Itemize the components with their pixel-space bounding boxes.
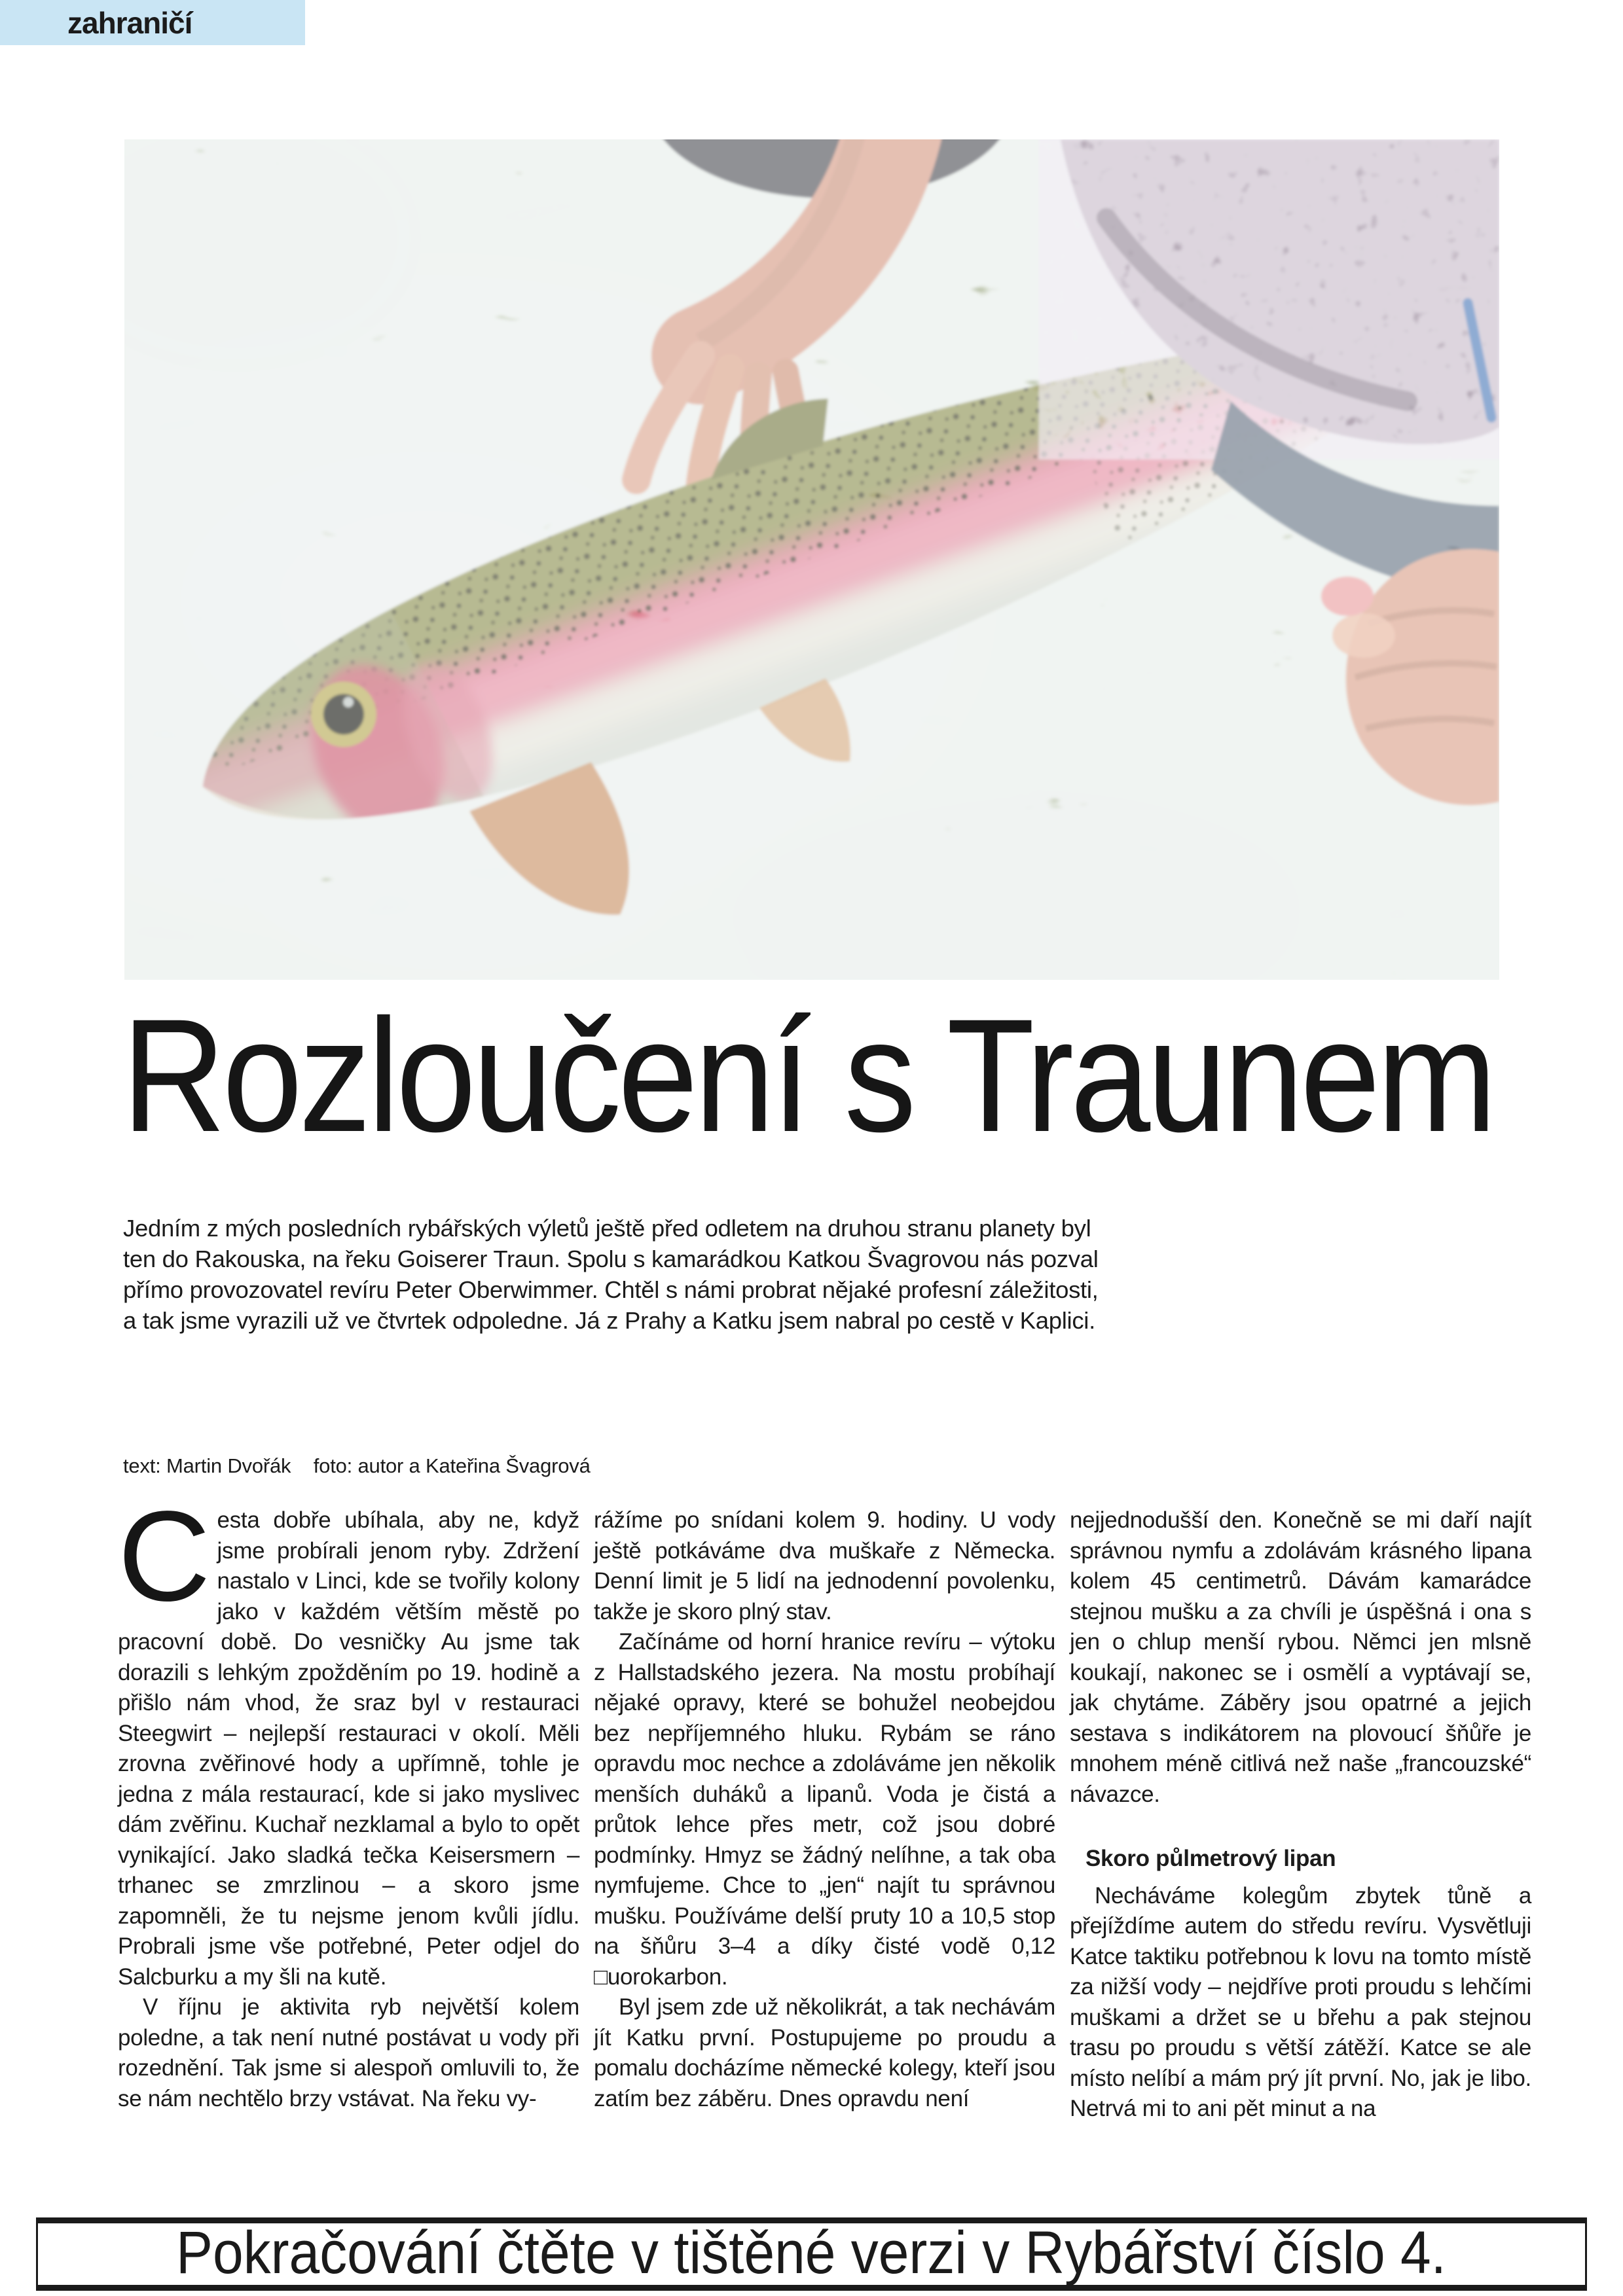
article-title: Rozloučení s Traunem	[122, 986, 1493, 1166]
article-lead: Jedním z mých posledních rybářských výletů ještě před odletem na druhou stranu planety byl ten do Rakouska, na řeku Goiserer Traun. Spolu s kamarádkou Katkou Švagrovou nás pozval přímo provozovatel revíru Peter Oberwimmer. Chtěl s námi probrat nějaké profesní záležitosti, a tak jsme vyrazili už ve čtvrtek odpoledne. Já z Prahy a Katku jsem nabral po cestě v Kaplici.	[123, 1215, 1099, 1334]
byline-text-credit: text: Martin Dvořák	[123, 1454, 291, 1477]
article-photo	[124, 139, 1499, 980]
subheading: Skoro půlmetrový lipan	[1085, 1846, 1336, 1871]
text-column-3	[1070, 1505, 1531, 2199]
footer-text-svg	[38, 2219, 1585, 2286]
byline-photo-credit: foto: autor a Kateřina Švagrová	[313, 1454, 591, 1477]
paragraph: Byl jsem zde už několikrát, a tak nechávám jít Katku první. Postupujeme po proudu a pomalu docházíme německé kolegy, kteří jsou zatím bez záběru. Dnes opravdu není	[594, 1994, 1055, 2111]
byline	[123, 1454, 591, 1478]
article-title-svg	[120, 980, 1503, 1166]
trout-photo-illustration	[124, 139, 1499, 980]
paragraph-text: esta dobře ubíhala, aby ne, když jsme probírali jenom ryby. Zdržení nastalo v Linci, kde se tvořily kolony jako v každém větším městě po pracovní době. Do vesničky Au jsme tak dorazili s lehkým zpožděním po 19. hodině a přišlo nám vhod, že sraz byl v restauraci Steegwirt – nejlepší restauraci v okolí. Měli zrovna zvěřinové hody a upřímně, tohle je jedna z mála restaurací, kde si jako myslivec dám zvěřinu. Kuchař nezklamal a bylo to opět vynikající. Jako sladká tečka Keisersmern – trhanec se zmrzlinou – a skoro jsme zapomněli, že tu nejsme jenom kvůli jídlu. Probrali jsme vše potřebné, Peter odjel do Salcburku a my šli na kutě.	[118, 1507, 579, 1990]
paragraph: Začínáme od horní hranice revíru – výtoku z Hallstadského jezera. Na mostu probíhají nějaké opravy, které se bohužel neobejdou bez nepříjemného hluku. Rybám se ráno opravdu moc nechce a zdoláváme jen několik menších duháků a lipanů. Voda je čistá a průtok lehce přes metr, což jsou dobré podmínky. Hmyz se žádný nelíhne, a tak oba nymfujeme. Chce to „jen“ najít tu správnou mušku. Používáme delší pruty 10 a 10,5 stop na šňůru 3–4 a díky čisté vodě 0,12 □uorokarbon.	[594, 1629, 1055, 1990]
paragraph: Necháváme kolegům zbytek tůně a přejíždíme autem do středu revíru. Vysvětluji Katce taktiku potřebnou k lovu na tomto místě za nižší vody – nejdříve proti proudu s lehčími muškami a držet se u břehu a pak stejnou trasu po proudu s větší zátěží. Katce se ale místo nelíbí a mám prý jít první. No, jak je libo. Netrvá mi to ani pět minut a na	[1070, 1882, 1531, 2121]
text-column-2	[594, 1505, 1055, 2199]
article-body	[118, 1484, 1532, 2199]
paragraph	[118, 1484, 579, 1992]
paragraph: V říjnu je aktivita ryb největší kolem poledne, a tak není nutné postávat u vody při rozednění. Tak jsme si alespoň omluvili to, že se nám nechtělo brzy vstávat. Na řeku vy-	[118, 1994, 579, 2111]
continuation-footer	[36, 2217, 1587, 2291]
footer-text: Pokračování čtěte v tištěné verzi v Rybářství číslo 4.	[176, 2219, 1446, 2286]
section-tab-label: zahraničí	[67, 5, 192, 40]
text-column-1	[118, 1484, 579, 2199]
drop-cap: C	[118, 1484, 208, 1628]
section-tab	[0, 0, 305, 45]
paragraph: rážíme po snídani kolem 9. hodiny. U vody ještě potkáváme dva muškaře z Německa. Denní limit je 5 lidí na jednodenní povolenku, takže je skoro plný stav.	[594, 1507, 1055, 1624]
paragraph: nejjednodušší den. Konečně se mi daří najít správnou nymfu a zdolávám krásného lipana kolem 45 centimetrů. Dávám kamarádce stejnou mušku a za chvíli je úspěšná i ona s jen o chlup menší rybou. Němci jen mlsně koukají, nakonec se i osmělí a vyptávají se, jak chytáme. Záběry jsou opatrné a jejich sestava s indikátorem na plovoucí šňůře je mnohem méně citlivá než naše „francouzské“ návazce.	[1070, 1507, 1531, 1807]
water-ripple-overlay	[124, 139, 1499, 980]
